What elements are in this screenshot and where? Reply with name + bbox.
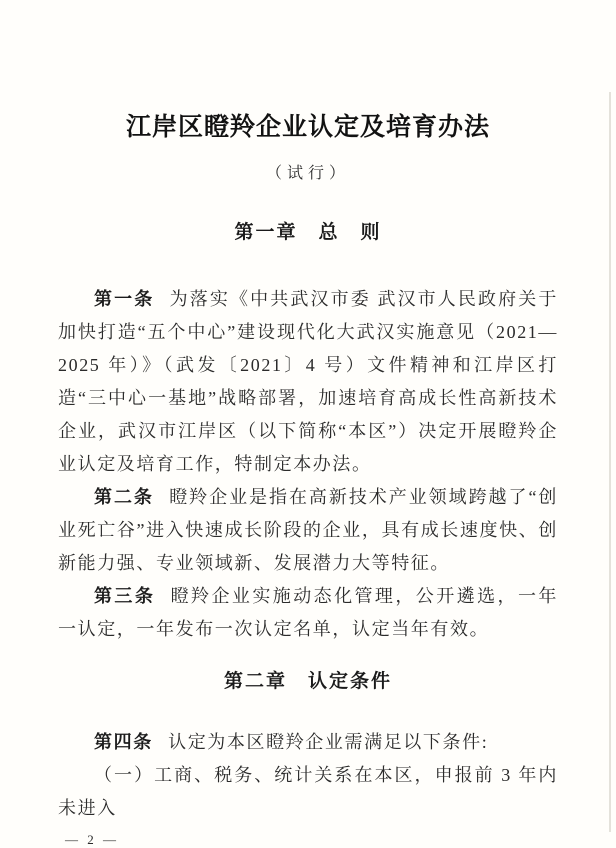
article-3 bbox=[58, 580, 558, 646]
article-3-text: 瞪羚企业实施动态化管理，公开遴选，一年一认定，一年发布一次认定名单，认定当年有效。 bbox=[58, 586, 558, 639]
article-4-text: 认定为本区瞪羚企业需满足以下条件: bbox=[168, 732, 489, 752]
article-4-item-1-text: （一）工商、税务、统计关系在本区，申报前 3 年内未进入 bbox=[58, 765, 558, 818]
article-1-text: 为落实《中共武汉市委 武汉市人民政府关于加快打造“五个中心”建设现代化大武汉实施意见（2021—2025 年）》（武发〔2021〕4 号）文件精神和江岸区打造“三中心一基地”战略部署，加速培育高成长性高新技术企业，武汉市江岸区（以下简称“本区”）决定开展瞪羚企业认定及培育工作，特制定本办法。 bbox=[58, 289, 558, 474]
page-number: — 2 — bbox=[65, 832, 119, 847]
document-subtitle: （试行） bbox=[265, 165, 350, 182]
article-4-item-1 bbox=[58, 759, 558, 825]
chapter-2-heading: 第二章 认定条件 bbox=[223, 671, 392, 692]
article-2 bbox=[58, 481, 558, 580]
chapter-2-body bbox=[58, 726, 558, 825]
article-1-number: 第一条 bbox=[94, 289, 155, 309]
article-4-number: 第四条 bbox=[94, 732, 153, 752]
document-title: 江岸区瞪羚企业认定及培育办法 bbox=[125, 114, 490, 141]
article-2-number: 第二条 bbox=[94, 487, 154, 507]
article-1 bbox=[58, 283, 558, 481]
scan-edge-shadow bbox=[609, 92, 611, 832]
article-3-number: 第三条 bbox=[94, 586, 156, 606]
article-2-text: 瞪羚企业是指在高新技术产业领域跨越了“创业死亡谷”进入快速成长阶段的企业，具有成长速度快、创新能力强、专业领域新、发展潜力大等特征。 bbox=[58, 487, 558, 573]
chapter-1-heading: 第一章 总 则 bbox=[234, 222, 382, 243]
article-4 bbox=[58, 726, 558, 759]
chapter-1-body bbox=[58, 283, 558, 646]
